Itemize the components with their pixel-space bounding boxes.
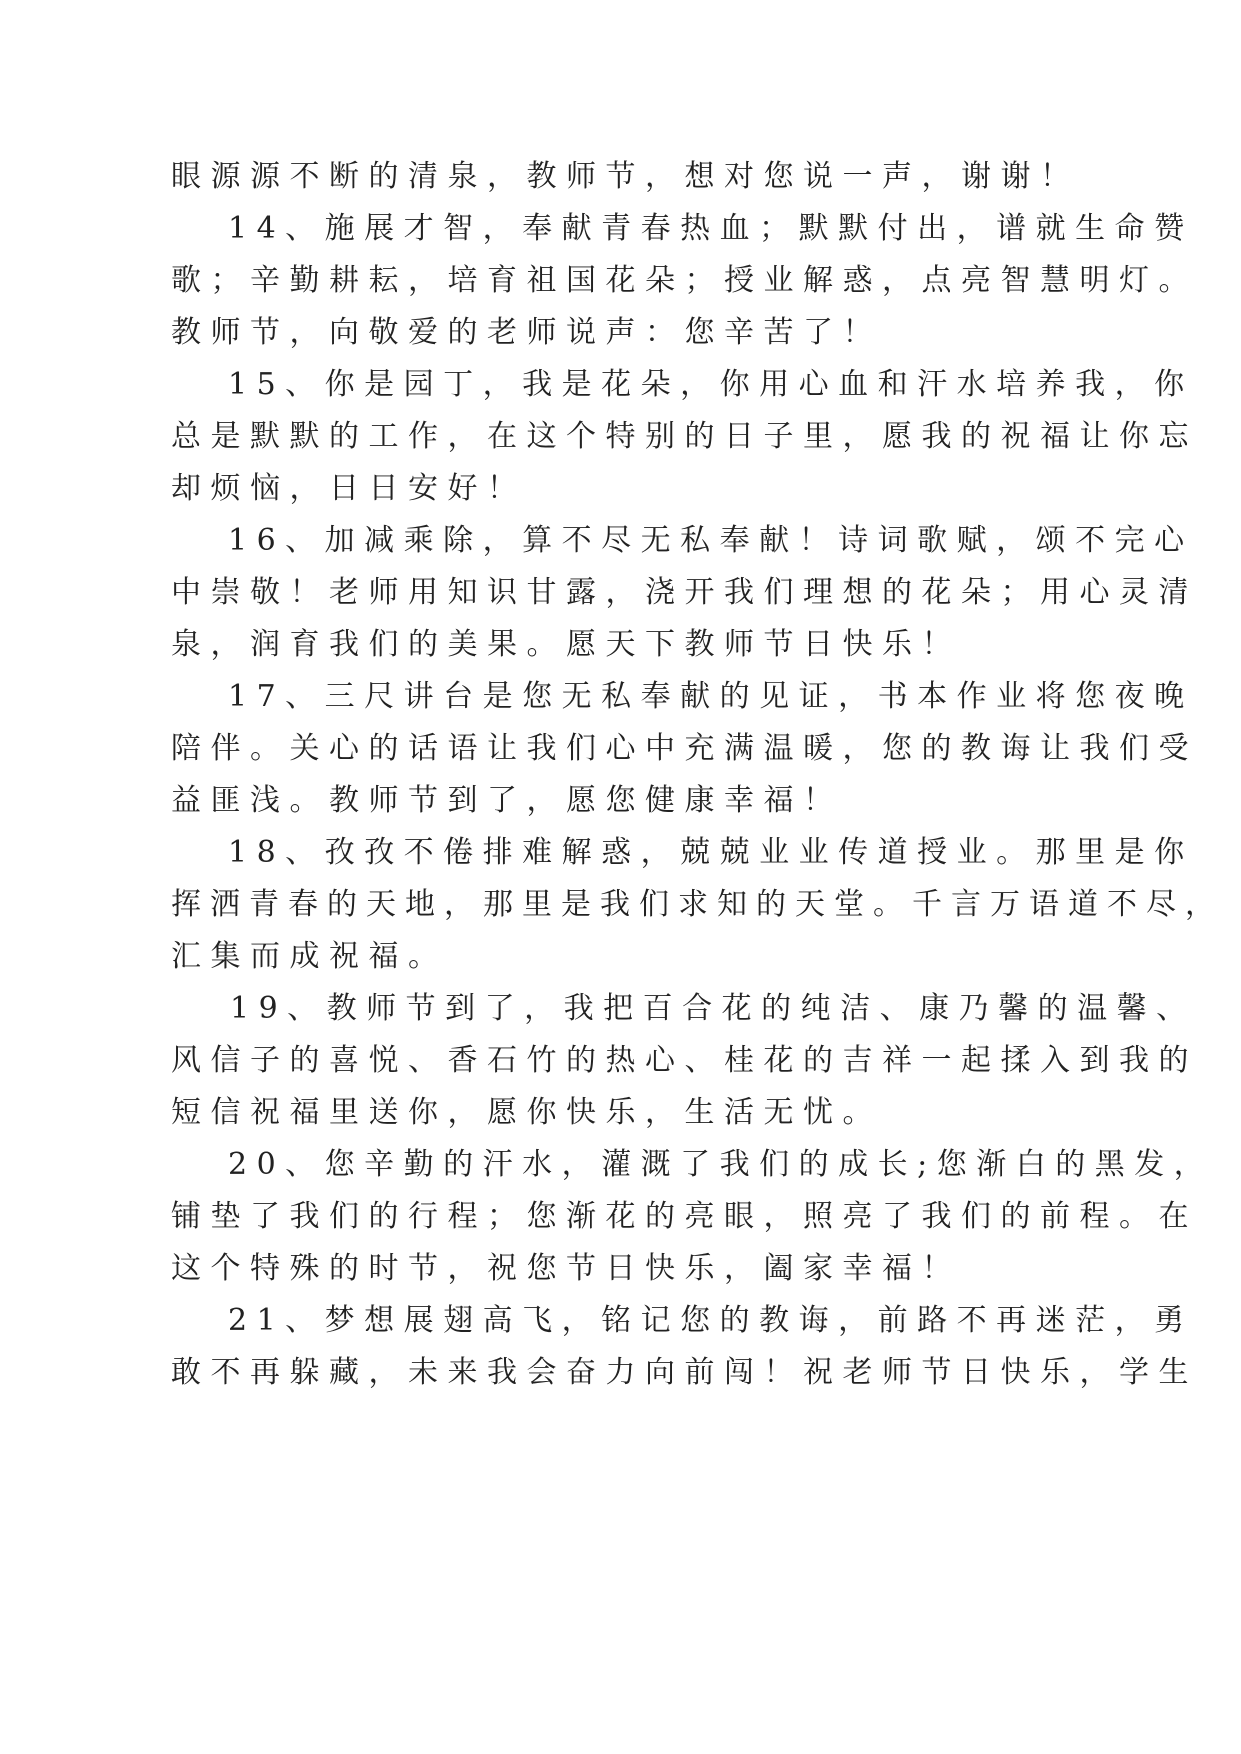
text-line: 17、三尺讲台是您无私奉献的见证，书本作业将您夜晚 <box>228 679 1194 714</box>
text-line: 14、施展才智，奉献青春热血；默默付出，谱就生命赞 <box>228 211 1194 246</box>
text-line: 20、您辛勤的汗水，灌溉了我们的成长;您渐白的黑发， <box>228 1147 1214 1182</box>
text-line: 教师节，向敬爱的老师说声：您辛苦了！ <box>171 315 882 350</box>
text-line: 泉，润育我们的美果。愿天下教师节日快乐！ <box>171 627 961 662</box>
text-line: 19、教师节到了，我把百合花的纯洁、康乃馨的温馨、 <box>230 991 1196 1026</box>
text-line: 汇集而成祝福。 <box>171 939 448 974</box>
text-line: 这个特殊的时节，祝您节日快乐，阖家幸福！ <box>171 1251 961 1286</box>
text-line: 敢不再躲藏，未来我会奋力向前闯！祝老师节日快乐，学生 <box>171 1355 1198 1390</box>
text-line: 短信祝福里送你，愿你快乐，生活无忧。 <box>171 1095 882 1130</box>
text-line: 歌；辛勤耕耘，培育祖国花朵；授业解惑，点亮智慧明灯。 <box>171 263 1198 298</box>
text-line: 18、孜孜不倦排难解惑，兢兢业业传道授业。那里是你 <box>228 835 1194 870</box>
text-line: 却烦恼，日日安好！ <box>171 471 527 506</box>
text-line: 陪伴。关心的话语让我们心中充满温暖，您的教诲让我们受 <box>171 731 1198 766</box>
text-line: 15、你是园丁，我是花朵，你用心血和汗水培养我，你 <box>228 367 1194 402</box>
text-line: 总是默默的工作，在这个特别的日子里，愿我的祝福让你忘 <box>171 419 1198 454</box>
text-line: 眼源源不断的清泉，教师节，想对您说一声，谢谢！ <box>171 159 1080 194</box>
text-line: 益匪浅。教师节到了，愿您健康幸福！ <box>171 783 843 818</box>
text-line: 风信子的喜悦、香石竹的热心、桂花的吉祥一起揉入到我的 <box>171 1043 1198 1078</box>
text-line: 铺垫了我们的行程；您渐花的亮眼，照亮了我们的前程。在 <box>171 1199 1198 1234</box>
text-line: 21、梦想展翅高飞，铭记您的教诲，前路不再迷茫，勇 <box>228 1303 1194 1338</box>
text-line: 16、加减乘除，算不尽无私奉献！诗词歌赋，颂不完心 <box>228 523 1194 558</box>
text-line: 中崇敬！老师用知识甘露，浇开我们理想的花朵；用心灵清 <box>171 575 1198 610</box>
text-line: 挥洒青春的天地，那里是我们求知的天堂。千言万语道不尽， <box>171 887 1224 922</box>
